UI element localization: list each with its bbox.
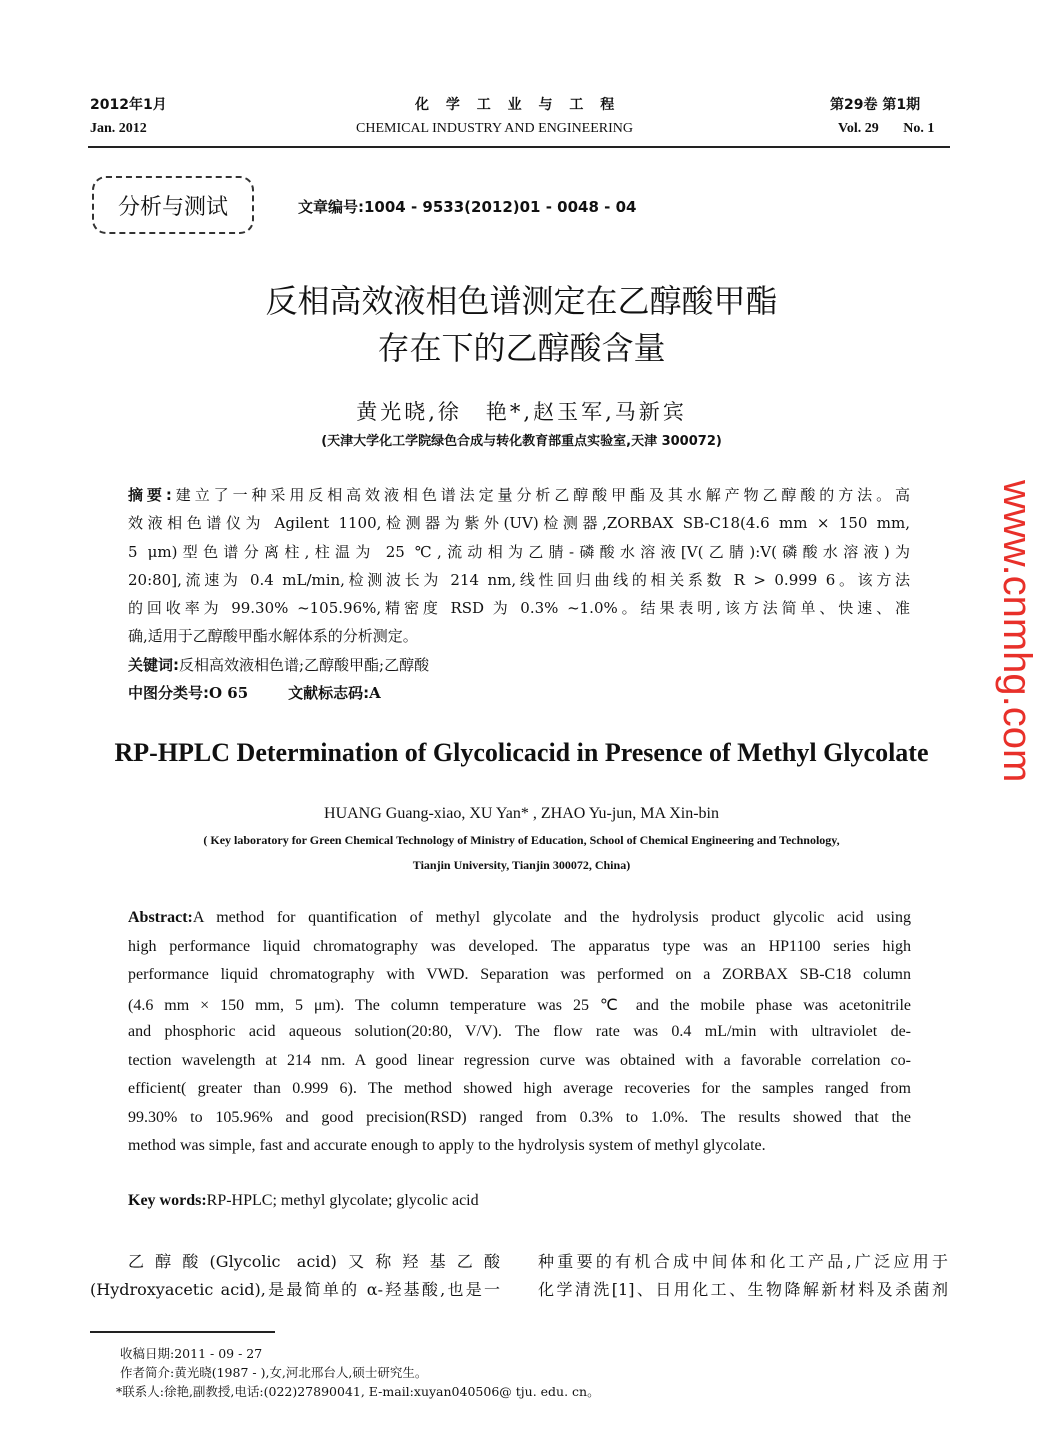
authors-en: HUANG Guang-xiao, XU Yan* , ZHAO Yu-jun, MA Xin-bin: [324, 805, 719, 822]
abstract-cn-line: 建立了一种采用反相高效液相色谱法定量分析乙醇酸甲酯及其水解产物乙醇酸的方法。高: [171, 486, 910, 504]
abstract-en-line: method was simple, fast and accurate enough to apply to the hydrolysis system of methyl glycolate.: [128, 1137, 766, 1154]
abstract-en-line: tection wavelength at 214 nm. A good linear regression curve was obtained with a favorable correlation co-: [128, 1052, 911, 1069]
footnote-author-bio: 作者简介:黄光晓(1987 - ),女,河北邢台人,硕士研究生。: [120, 1365, 428, 1380]
abstract-cn-line: 20:80],流速为 0.4 mL/min,检测波长为 214 nm,线性回归曲线的相关系数 R > 0.999 6。该方法: [128, 571, 910, 589]
doc-code-label: 文献标志码:: [288, 684, 370, 702]
title-cn-line1: 反相高效液相色谱测定在乙醇酸甲酯: [265, 282, 778, 320]
abstract-en-line: 99.30% to 105.96% and good precision(RSD) ranged from 0.3% to 1.0%. The results showed that the: [128, 1109, 911, 1126]
abstract-en-line: efficient( greater than 0.999 6). The method showed high average recoveries for the samples ranged from: [128, 1080, 911, 1097]
journal-name-en: CHEMICAL INDUSTRY AND ENGINEERING: [356, 121, 634, 136]
watermark: www.cnmhg.com: [995, 480, 1039, 783]
footnote-rule: [90, 1331, 275, 1333]
section-label: 分析与测试: [92, 176, 254, 234]
volume-en: Vol. 29 No. 1: [838, 121, 935, 136]
body-left-line: 乙醇酸(Glycolic acid)又称羟基乙酸: [128, 1252, 500, 1271]
body-right-line: 种重要的有机合成中间体和化工产品,广泛应用于: [538, 1252, 948, 1271]
abstract-en-line: A method for quantification of methyl glycolate and the hydrolysis product glycolic acid using: [192, 909, 911, 926]
affiliation-cn: (天津大学化工学院绿色合成与转化教育部重点实验室,天津 300072): [321, 434, 722, 449]
affiliation-en-line1: ( Key laboratory for Green Chemical Technology of Ministry of Education, School of Chemical Engineering and Technology,: [203, 833, 840, 847]
abstract-en-line: high performance liquid chromatography was developed. The apparatus type was an HP1100 series high: [128, 938, 911, 955]
authors-cn: 黄光晓,徐 艳*,赵玉军,马新宾: [356, 400, 687, 424]
classification-label: 中图分类号:: [128, 684, 209, 702]
article-number: 文章编号:1004 - 9533(2012)01 - 0048 - 04: [298, 198, 637, 216]
volume-cn: 第29卷 第1期: [830, 97, 921, 113]
keywords-en: RP-HPLC; methyl glycolate; glycolic acid: [206, 1192, 479, 1209]
abstract-en-line: and phosphoric acid aqueous solution(20:80, V/V). The flow rate was 0.4 mL/min with ultraviolet de-: [128, 1023, 911, 1040]
abstract-cn-line: 5 μm)型色谱分离柱,柱温为 25 ℃,流动相为乙腈-磷酸水溶液[V(乙腈):V(磷酸水溶液)为: [128, 543, 910, 561]
body-left-line: (Hydroxyacetic acid),是最简单的 α-羟基酸,也是一: [90, 1280, 500, 1299]
abstract-en-label: Abstract:: [128, 909, 193, 926]
keywords-en-label: Key words:: [128, 1192, 207, 1209]
header-rule: [88, 146, 950, 148]
abstract-en-line: (4.6 mm × 150 mm, 5 μm). The column temperature was 25 ℃ and the mobile phase was acetonitrile: [128, 997, 911, 1014]
affiliation-en-line2: Tianjin University, Tianjin 300072, China): [412, 858, 631, 872]
journal-name-cn: 化 学 工 业 与 工 程: [415, 97, 621, 113]
keywords-cn: 反相高效液相色谱;乙醇酸甲酯;乙醇酸: [179, 656, 430, 674]
title-en: RP-HPLC Determination of Glycolicacid in Presence of Methyl Glycolate: [114, 738, 929, 767]
abstract-cn-line: 效液相色谱仪为 Agilent 1100,检测器为紫外(UV)检测器,ZORBAX SB-C18(4.6 mm × 150 mm,: [128, 514, 910, 532]
doc-code-value: A: [369, 684, 381, 702]
abstract-cn-line: 的回收率为 99.30% ~105.96%,精密度 RSD 为 0.3% ~1.0%。结果表明,该方法简单、快速、准: [128, 599, 910, 617]
abstract-cn-label: 摘要:: [128, 486, 172, 504]
classification-value: O 65: [209, 684, 249, 702]
footnote-received: 收稿日期:2011 - 09 - 27: [120, 1346, 263, 1361]
abstract-cn-line: 确,适用于乙醇酸甲酯水解体系的分析测定。: [128, 627, 418, 645]
keywords-cn-label: 关键词:: [128, 656, 179, 674]
body-right-line: 化学清洗[1]、日用化工、生物降解新材料及杀菌剂: [538, 1280, 948, 1299]
footnote-contact: *联系人:徐艳,副教授,电话:(022)27890041, E-mail:xuyan040506@ tju. edu. cn。: [116, 1384, 600, 1399]
title-cn-line2: 存在下的乙醇酸含量: [377, 329, 666, 367]
issue-date-en: Jan. 2012: [90, 121, 147, 136]
abstract-en-line: performance liquid chromatography with VWD. Separation was performed on a ZORBAX SB-C18 column: [128, 966, 911, 983]
issue-date-cn: 2012年1月: [90, 97, 167, 113]
